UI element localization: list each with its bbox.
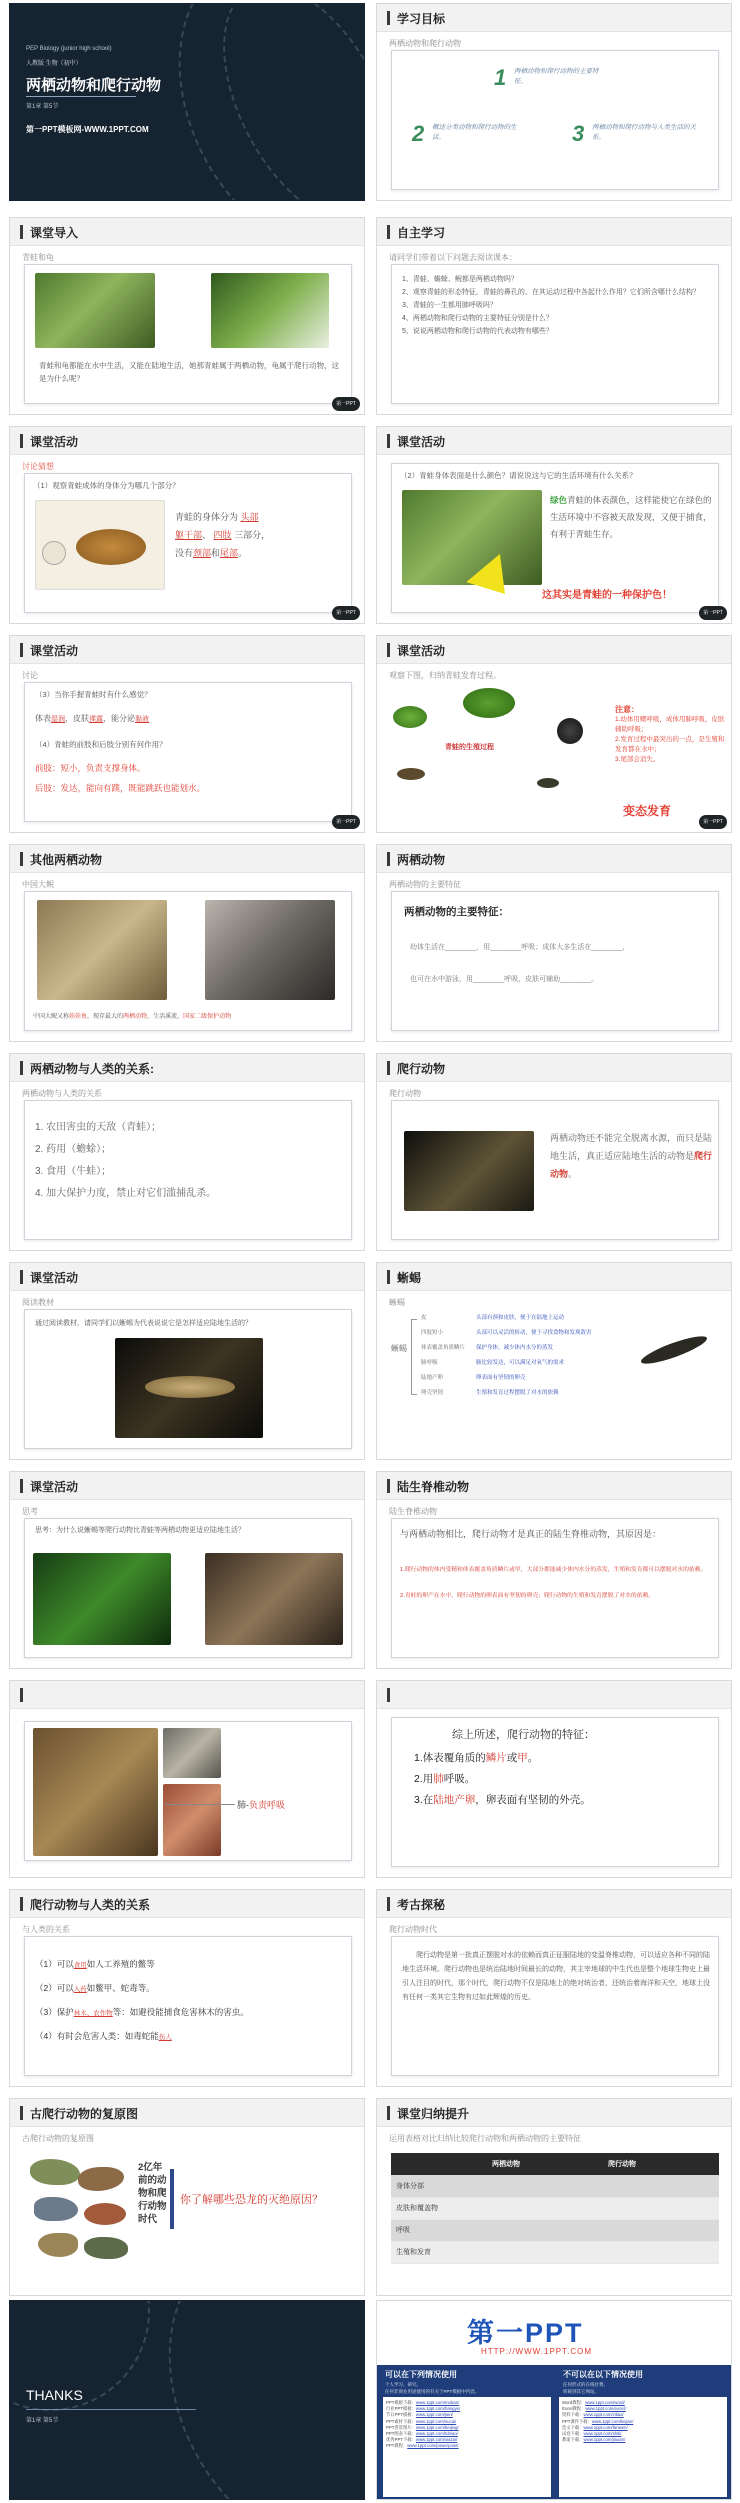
slide-subtitle: 青蛙和龟 [22,253,54,262]
features-line: 幼体生活在________，用________呼吸；成体大多生活在________， [410,944,630,951]
slide-self-study[interactable] [376,217,732,415]
slide-header [377,218,731,246]
lung-organ-photo [163,1784,221,1856]
relations-box [24,1936,352,2076]
dinosaur [84,2203,126,2225]
link-row[interactable]: Word教程：www.1ppt.com/word/ [562,2400,625,2405]
slide-subtitle: 蜥蜴 [389,1298,405,1307]
slide-thanks[interactable] [9,2300,365,2500]
slide-amphibian-features[interactable] [376,844,732,1042]
slide-header-title: 蜥蜴 [397,1271,422,1285]
slide-subtitle: 陆生脊椎动物 [389,1507,437,1516]
frog-photo [33,1553,171,1645]
question-text: 通过阅读教材，请同学们以蜥蜴为代表说说它是怎样适应陆地生活的？ [35,1320,252,1327]
links-panel-right [559,2397,727,2497]
slide-subtitle: 请同学们带着以下问题去阅读课本： [389,253,517,262]
slide-header [10,1472,364,1500]
slide-header-title: 课堂活动 [30,1480,79,1494]
frog-turtle-photo [35,273,155,348]
slide-header [10,1890,364,1918]
intro-text: 青蛙和龟都能在水中生活，又能在陆地生活，她那青蛙属于两栖动物，龟属于爬行动物，这是为什么呢？ [39,361,339,383]
life-cycle-diagram [387,686,607,816]
skin-answer: 体表湿润，皮肤裸露，能分泌黏液 [35,714,149,723]
slide-subtitle: 思考 [22,1507,38,1516]
answer-limbs: 四肢 [213,530,232,540]
slide-header [377,4,731,32]
slide-subtitle: 运用表格对比归纳比较爬行动物和两栖动物的主要特征 [389,2134,581,2143]
slide-learning-goals[interactable] [376,3,732,201]
note-item: 3.尾部会消失。 [615,756,660,763]
frog-illustration [76,529,146,565]
goal-text: 概述分类动物和爬行动物的生活。 [432,124,517,141]
brand-badge: 第一PPT [332,815,360,829]
forbidden-list: 任何形式的在线付费。 转载到其它网站。 [563,2382,608,2394]
slide-header [377,1681,731,1709]
lizard-features: 皮 头部有颈和皮肤，便于在陆地上运动 四肢短小 头部可以灵活的转动，便于寻找食物和发现敌害 体表覆盖角质鳞片 保护身体，减少体内水分的蒸发 肺呼吸 肺比较发达，可以满足对氧气的需求 陆地产卵 卵表面有坚韧的卵壳 卵壳坚韧 生殖和发育过程摆脱了对水的依赖 [421,1315,592,1396]
question-text: （1）观察青蛙成体的身体分为哪几个部分？ [33,481,180,490]
slide-header-title: 课堂活动 [397,435,446,449]
dinosaur [34,2197,78,2221]
goal-text: 两栖动物和爬行动物的主要特征。 [514,68,599,85]
link-row[interactable]: 范文下载：www.1ppt.com/fanwen/ [562,2424,628,2430]
lizard-center-label: 蜥蜴 [391,1344,407,1353]
reptile-feature: 1.体表覆角质的鳞片或甲。 [414,1752,539,1764]
answer-neck: 颈部 [193,548,212,558]
slide-header [10,1054,364,1082]
title-divider [26,96,136,97]
features-box [391,891,719,1031]
lung-detail-photo [163,1728,221,1778]
slide-header [377,636,731,664]
links-panel-left [383,2397,551,2497]
slide-header [377,1472,731,1500]
slide-header-title: 爬行动物 [397,1062,446,1076]
goal-number: 2 [412,121,425,146]
newt-photo [205,900,335,1000]
answer-head: 头部 [240,512,259,522]
slide-subtitle: 古爬行动物的复原图 [22,2134,94,2143]
thanks-divider [26,2409,196,2410]
relation-item: 2. 药用（蟾蜍）； [35,1144,112,1155]
question-text: （2）青蛙身体表面是什么颜色？请说说这与它的生活环境有什么关系？ [400,471,637,480]
slide-header [377,845,731,873]
green-frog-photo [402,490,542,585]
slide-header [377,2099,731,2127]
link-row[interactable]: 试卷下载：www.1ppt.com/shiti/ [562,2431,622,2437]
relation-item: （4）有时会危害人类：如毒蛇能伤人 [35,2031,172,2041]
link-row[interactable]: 节日PPT模板：www.1ppt.com/jieri/ [386,2412,453,2418]
relation-item: 3. 食用（牛蛙）； [35,1166,112,1177]
archaeology-text: 爬行动物是第一批真正摆脱对水的依赖而真正征服陆地的变温脊椎动物，可以适应各种不同的陆地生活环境。爬行动物也是统治陆地时间最长的动物，其主宰地球的中生代也是整个地球生物史上最引人注目的时代，那个时代，爬行动物不仅是陆地上的绝对统治者，还统治着海洋和天空，地球上没有任何一类其它生物有过如此辉煌的历史。 [402,1952,710,2001]
table-header-row: 两栖动物 爬行动物 [391,2153,719,2175]
table-row: 生殖和发育 [391,2241,719,2263]
reptiles-box [391,1100,719,1240]
thanks-title: THANKS [26,2387,83,2403]
brand-badge: 第一PPT [699,606,727,620]
questions-box [391,264,719,404]
dinosaur [30,2159,80,2185]
slide-header [10,636,364,664]
allowed-title: 可以在下列情况使用 [385,2370,457,2379]
site-logo: 第一PPT [467,2318,584,2348]
comparison-table [391,2153,719,2264]
slide-header [377,427,731,455]
accent-bar [170,2169,174,2229]
lung-function: 负责呼吸 [249,1800,286,1810]
frog-eggs [557,718,583,744]
slide-header-title: 爬行动物与人类的关系 [30,1898,151,1912]
dinosaur [78,2167,124,2191]
zoom-circle [42,541,66,565]
question-text: （3）当你手握青蛙时有什么感觉？ [35,690,152,699]
slide-subtitle: 两栖动物的主要特征 [389,880,461,889]
land-reason: 2.青蛙的卵产在水中，爬行动物的卵表面有坚韧的卵壳；爬行动物的生殖和发育摆脱了对水的依赖。 [400,1593,655,1599]
slide-amphibians-humans[interactable] [9,1053,365,1251]
relation-item: （2）可以入药如鳖甲、蛇毒等。 [35,1983,155,1993]
pointer-line [165,1804,235,1805]
protective-color-slogan: 这其实是青蛙的一种保护色！ [542,590,672,601]
lizard-photo [404,1131,534,1211]
adult-frog [463,688,515,718]
slide-header-title: 考古探秘 [397,1898,446,1912]
lizard-silhouette [639,1331,710,1368]
land-box [391,1518,719,1658]
slide-lung[interactable] [9,1680,365,1878]
answer-trunk: 躯干部 [175,530,203,540]
summary-box [391,1717,719,1867]
note-title: 注意： [615,705,639,714]
slide-activity-color[interactable] [376,426,732,624]
goal-text: 两栖动物和爬行动物与人类生活的关系。 [592,124,696,141]
slide-edition: 人教版 生物（初中） [26,61,82,67]
question-item: 1、青蛙、蟾蜍、鲵都是两栖动物吗？ [402,276,518,283]
site-label: 第一PPT模板网-WWW.1PPT.COM [26,125,149,134]
slide-subtitle: 两栖动物与人类的关系 [22,1089,102,1098]
tadpole [537,778,559,788]
forbidden-title: 不可以在以下情况使用 [563,2370,643,2379]
reptiles-highlight: 爬行动物 [550,1151,713,1179]
slide-header [377,1263,731,1291]
slide-main-title: 两栖动物和爬行动物 [26,77,162,94]
lizard-photo [115,1338,263,1438]
slide-activity-development[interactable] [376,635,732,833]
activity-box [24,473,352,613]
tadpole-legs [397,768,425,780]
slide-header-title: 陆生脊椎动物 [397,1480,470,1494]
slide-reptiles-humans[interactable] [9,1889,365,2087]
features-line: 也可在水中游泳，用________呼吸，皮肤可辅助________。 [410,976,599,983]
salamander-caption: 中国大鲵又称娃娃鱼，现存最大的两栖动物，生活溪流，国家二级保护动物 [33,1014,232,1020]
slide-header-title: 学习目标 [397,12,446,26]
amphibians-box [24,891,352,1031]
question-text: （4）青蛙的前肢和后肢分别有何作用？ [35,740,167,749]
slide-lizard[interactable] [376,1262,732,1460]
thinking-box [24,1518,352,1658]
goals-box [391,50,719,190]
slide-header [377,1890,731,1918]
slide-subtitle: 讨论猜想 [22,462,54,471]
goal-number: 3 [572,121,585,146]
answer-green: 绿色 [550,495,568,505]
question-item: 2、观察青蛙的形态特征，青蛙的鼻孔的、在其运动过程中各起什么作用？它们所含哪什么结构？ [402,289,700,296]
hind-limb-answer: 后肢：发达，能向有蹼，既能跳跃也能划水。 [35,783,206,793]
dinosaur [38,2233,78,2257]
lung-box [24,1721,352,1861]
terms-area [377,2365,731,2500]
dinosaur-question: 你了解哪些恐龙的灭绝原因？ [180,2194,323,2206]
link-row[interactable]: 行业PPT模板：www.1ppt.com/hangye/ [386,2406,461,2412]
allowed-list: 个人学习、研究。 任何非商业用途使用的有关于PPT模板中内容。 [385,2382,480,2394]
reptile-feature: 2.用肺呼吸。 [414,1773,476,1785]
question-item: 4、两栖动物和爬行动物的主要特征分别是什么？ [402,315,553,322]
slide-header [10,218,364,246]
slide-reading[interactable] [9,1262,365,1460]
slide-thinking[interactable] [9,1471,365,1669]
brand-badge: 第一PPT [332,397,360,411]
activity-box [24,682,352,822]
frog-diagram [35,500,165,590]
dinosaur [84,2237,128,2259]
table-row: 呼吸 [391,2219,719,2241]
relation-item: 4. 加大保护力度，禁止对它们滥捕乱杀。 [35,1188,217,1199]
front-limb-answer: 前肢：短小，负责支撑身体。 [35,763,146,773]
dna-helix-decoration [117,2300,365,2500]
slide-header-title: 其他两栖动物 [30,853,103,867]
thanks-section: 第1章 第5节 [26,2418,59,2424]
dinosaur-illustration [24,2151,136,2271]
question-item: 3、青蛙的一生都用肺呼吸吗？ [402,302,497,309]
slide-subtitle: 爬行动物时代 [389,1925,437,1934]
metamorphosis-label: 变态发育 [623,804,672,818]
slide-header-title: 自主学习 [397,226,446,240]
question-text: 思考：为什么说蜥蜴等爬行动物比青蛙等两栖动物更适应陆地生活？ [35,1527,245,1534]
relation-item: （1）可以食用如人工养殖的鳖等 [35,1959,155,1969]
slide-copyright[interactable] [376,2300,732,2500]
color-answer: 绿色青蛙的体表颜色，这样能使它在绿色的生活环境中不容被天敌发现，又便于捕食，有利于青蛙生存。 [550,495,712,539]
slide-activity-body-parts[interactable] [9,426,365,624]
slide-summary-table[interactable] [376,2098,732,2296]
slide-top-text: PEP Biology (junior high school) [26,46,112,52]
land-reason: 1.爬行动物的体内受精和体表覆盖角质鳞片或甲，大部分都能减少体内水分的蒸发，生殖和发育都可以摆脱对水的依赖。 [400,1567,707,1573]
table-row: 身体分部 [391,2175,719,2197]
summary-intro: 综上所述，爬行动物的特征： [452,1729,595,1741]
link-row[interactable]: 教案下载：www.1ppt.com/jiaoan/ [562,2437,626,2443]
reading-box [24,1309,352,1449]
slide-archaeology[interactable] [376,1889,732,2087]
body-parts-answer: 青蛙的身体分为 头部 躯干部、 四肢 三部分， 没有颈部和尾部。 [175,512,271,558]
slide-reptiles[interactable] [376,1053,732,1251]
slide-header [10,1681,364,1709]
reptile-feature: 3.在陆地产卵，卵表面有坚韧的外壳。 [414,1794,591,1806]
slide-header-title: 课堂活动 [30,435,79,449]
frog-photo [211,273,329,348]
slide-subtitle: 讨论 [22,671,38,680]
features-heading: 两栖动物的主要特征： [404,906,509,918]
young-frog [393,706,427,728]
link-row[interactable]: PPT课件下载：www.1ppt.com/kejian/ [562,2418,634,2424]
slide-other-amphibians[interactable] [9,844,365,1042]
link-row[interactable]: PPT背景图片：www.1ppt.com/beijing/ [386,2424,459,2430]
slide-subtitle: 阅读教材 [22,1298,54,1307]
lung-label: 肺-负责呼吸 [237,1800,286,1810]
slide-dinosaurs[interactable] [9,2098,365,2296]
slide-subtitle: 两栖动物和爬行动物 [389,39,461,48]
slide-land-vertebrates[interactable] [376,1471,732,1669]
question-item: 5、说说两栖动物和爬行动物的代表动物有哪些？ [402,328,553,335]
goal-number: 1 [494,65,507,90]
salamander-photo [37,900,167,1000]
link-row[interactable]: 优秀PPT下载：www.1ppt.com/xiazai/ [386,2437,458,2443]
link-row[interactable]: PPT教程：www.1ppt.com/powerpoint/ [386,2443,459,2449]
relation-item: （3）保护林木、农作物等：如避役能捕食危害林木的害虫。 [35,2007,249,2017]
slide-header [10,2099,364,2127]
development-notes [615,704,727,765]
slide-header [10,1263,364,1291]
link-row[interactable]: 资料下载：www.1ppt.com/ziliao/ [562,2412,624,2418]
note-item: 2.发育过程中最突出的一点，是生殖和发育都在水中； [615,736,725,753]
lizard-body [145,1376,235,1398]
archaeology-box [391,1936,719,2076]
brand-badge: 第一PPT [332,606,360,620]
slide-header [10,845,364,873]
slide-subtitle: 与人类的关系 [22,1925,70,1934]
slide-subtitle: 爬行动物 [389,1089,421,1098]
relations-box [24,1100,352,1240]
slide-header [10,427,364,455]
link-row[interactable]: PPT模板下载：www.1ppt.com/moban/ [386,2400,460,2405]
site-url: HTTP://WWW.1PPT.COM [481,2347,592,2356]
bracket [411,1319,417,1395]
slide-title[interactable] [9,3,365,201]
slide-header-title: 古爬行动物的复原图 [30,2107,139,2121]
slide-reptile-features[interactable] [376,1680,732,1878]
slide-header-title: 课堂活动 [397,644,446,658]
intro-box [24,264,352,404]
slide-header-title: 两栖动物 [397,853,446,867]
reptiles-text: 两栖动物还不能完全脱离水源，而只是陆地生活，真正适应陆地生活的动物是爬行动物。 [550,1133,713,1179]
logo-area [377,2301,731,2363]
slide-header-title: 课堂活动 [30,1271,79,1285]
dna-helix-decoration [9,2300,185,2446]
slide-subtitle: 中国大鲵 [22,880,54,889]
dinosaur-era: 2亿年前的动物和爬行动物时代 [138,2162,167,2225]
slide-header-title: 课堂活动 [30,644,79,658]
brand-badge: 第一PPT [699,815,727,829]
slide-header-title: 课堂导入 [30,226,79,240]
answer-tail: 尾部 [220,548,239,558]
activity-box [391,463,719,613]
turtle-anatomy-photo [33,1728,158,1856]
land-intro: 与两栖动物相比，爬行动物才是真正的陆生脊椎动物，其原因是： [400,1529,662,1539]
lizard-photo [205,1553,343,1645]
slide-header-title: 两栖动物与人类的关系: [30,1062,154,1076]
slide-intro[interactable] [9,217,365,415]
link-row[interactable]: PPT图表下载：www.1ppt.com/tubiao/ [386,2431,458,2437]
relation-item: 1. 农田害虫的天敌（青蛙）； [35,1122,162,1133]
link-row[interactable]: Excel教程：www.1ppt.com/excel/ [562,2406,626,2412]
slide-activity-touch[interactable] [9,635,365,833]
table-row: 皮肤和覆盖物 [391,2197,719,2219]
slide-section: 第1章 第5节 [26,104,59,110]
life-cycle-caption: 青蛙的生殖过程 [445,744,494,751]
slide-header-title: 课堂归纳提升 [397,2107,470,2121]
slide-subtitle: 观察下图，归纳青蛙发育过程。 [389,671,501,680]
link-row[interactable]: PPT素材下载：www.1ppt.com/sucai/ [386,2418,457,2424]
slide-header [377,1054,731,1082]
note-item: 1.幼体用鳃呼吸，成体用肺呼吸，皮肤辅助呼吸； [615,716,725,733]
